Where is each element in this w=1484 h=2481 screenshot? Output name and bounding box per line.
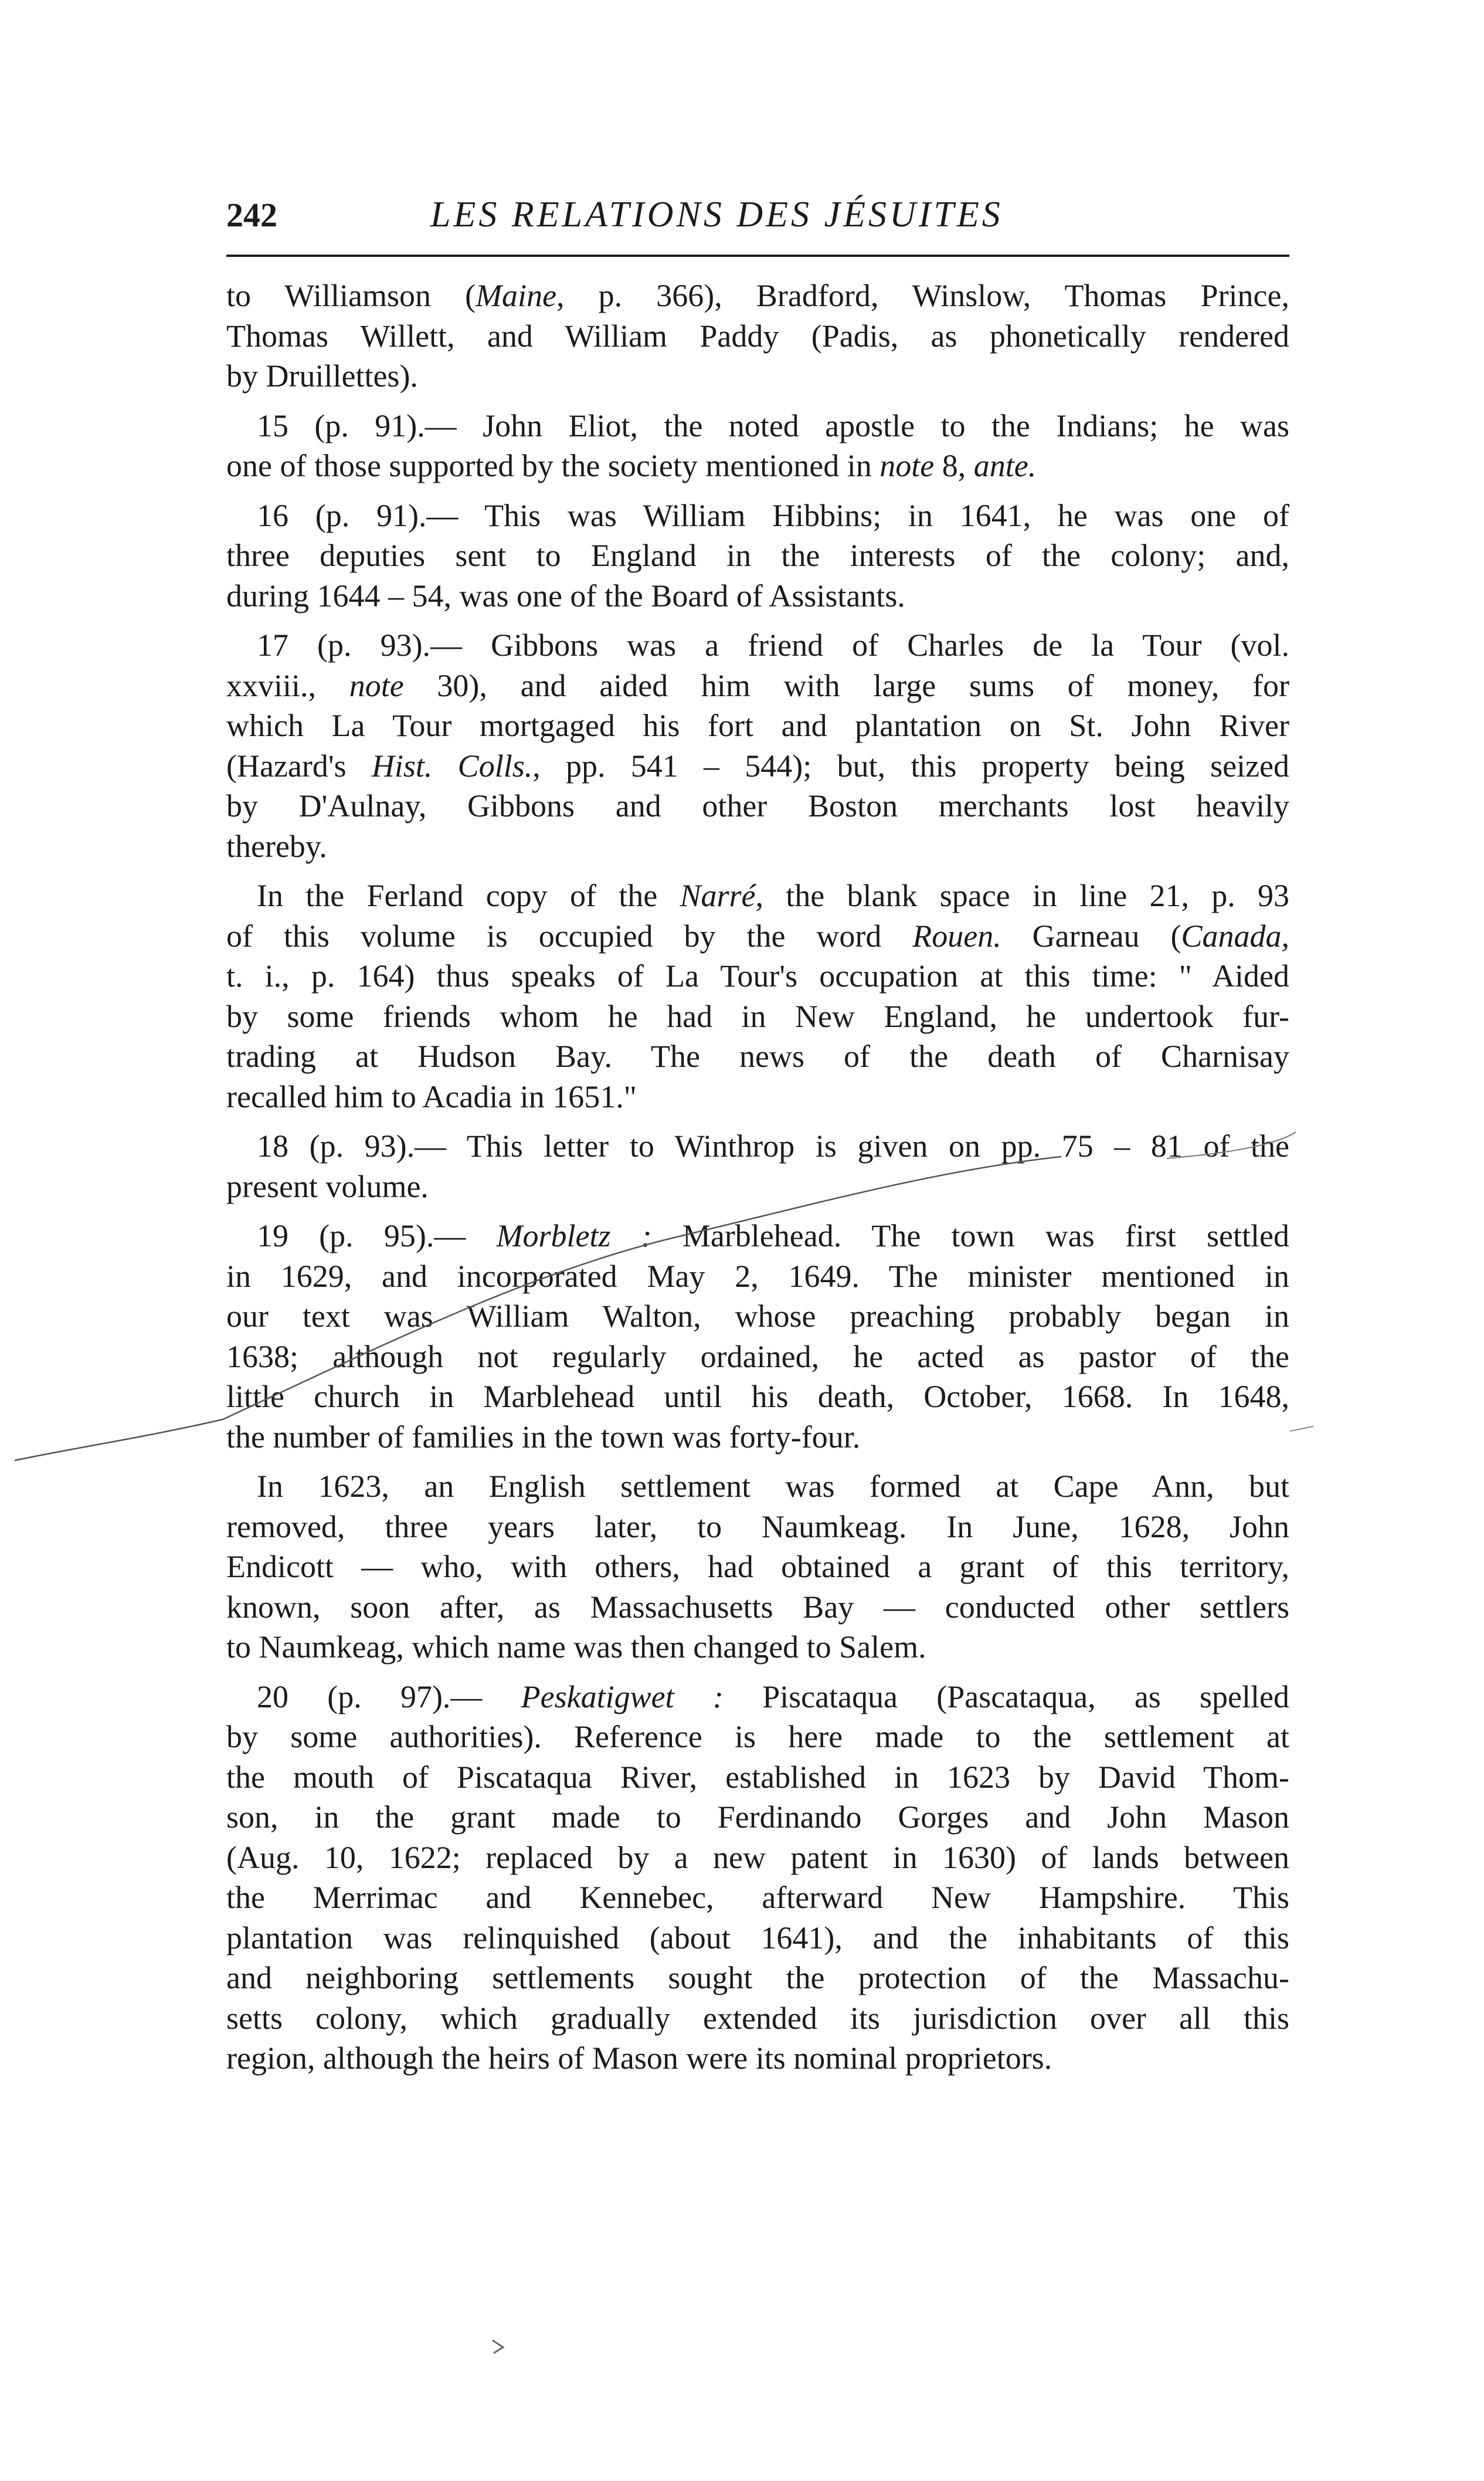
italic-segment: Narré <box>680 878 756 913</box>
text-line <box>226 446 1289 486</box>
text-line <box>226 916 1289 957</box>
text-segment: plantation was relinquished (about 1641), and the inhabitants of this <box>226 1920 1289 1955</box>
text-segment: by some authorities). Reference is here made to the settlement at <box>226 1719 1289 1754</box>
text-line <box>226 997 1289 1037</box>
text-segment: by some friends whom he had in New England, he undertook fur- <box>226 998 1289 1034</box>
text-line <box>226 1126 1289 1167</box>
text-segment: , pp. 541 – 544); but, this property being seized <box>532 748 1289 784</box>
text-segment: xxviii., <box>226 667 349 703</box>
text-line <box>226 1998 1289 2039</box>
note-paragraph <box>226 406 1289 486</box>
text-line <box>226 1216 1289 1256</box>
text-line <box>226 956 1289 997</box>
text-segment: the mouth of Piscataqua River, established in 1623 by David Thom- <box>226 1759 1289 1795</box>
text-segment: thereby. <box>226 828 327 864</box>
text-line <box>226 625 1289 666</box>
text-segment: 17 (p. 93).— Gibbons was a friend of Charles de la Tour (vol. <box>257 628 1289 663</box>
text-line <box>226 316 1289 357</box>
text-line <box>226 535 1289 576</box>
italic-segment: note <box>349 667 404 703</box>
italic-segment: Rouen. <box>912 918 1001 954</box>
text-line <box>226 406 1289 446</box>
note-paragraph <box>226 1216 1289 1457</box>
note-paragraph <box>226 876 1289 1117</box>
text-line <box>226 1677 1289 1717</box>
text-segment: 15 (p. 91).— John Eliot, the noted apostle to the Indians; he was <box>257 408 1289 443</box>
italic-segment: Morbletz : <box>496 1218 652 1253</box>
text-segment: 30), and aided him with large sums of money, for <box>403 667 1289 703</box>
text-segment: region, although the heirs of Mason were its nominal proprietors. <box>226 2041 1052 2076</box>
text-segment: our text was William Walton, whose preaching probably began in <box>226 1299 1289 1334</box>
text-segment: 16 (p. 91).— This was William Hibbins; in 1641, he was one of <box>257 497 1289 533</box>
text-segment: son, in the grant made to Ferdinando Gorges and John Mason <box>226 1799 1289 1835</box>
text-line <box>226 826 1289 867</box>
text-line <box>226 1918 1289 1958</box>
text-segment: and neighboring settlements sought the protection of the Massachu- <box>226 1960 1289 1995</box>
text-segment: in 1629, and incorporated May 2, 1649. The minister mentioned in <box>226 1258 1289 1294</box>
text-segment: setts colony, which gradually extended its jurisdiction over all this <box>226 2000 1289 2036</box>
text-segment: t. i., p. 164) thus speaks of La Tour's occupation at this time: " Aided <box>226 958 1289 994</box>
italic-segment: Canada, <box>1181 918 1289 954</box>
text-line <box>226 1627 1289 1667</box>
page-number: 242 <box>226 196 277 234</box>
text-line <box>226 1797 1289 1838</box>
text-line <box>226 1466 1289 1507</box>
text-segment: trading at Hudson Bay. The news of the death of Charnisay <box>226 1039 1289 1074</box>
text-segment: the number of families in the town was forty-four. <box>226 1419 861 1455</box>
text-segment: 19 (p. 95).— <box>257 1218 497 1253</box>
text-line <box>226 496 1289 536</box>
text-line <box>226 2038 1289 2079</box>
text-segment: the Merrimac and Kennebec, afterward New Hampshire. This <box>226 1880 1289 1915</box>
text-line <box>226 576 1289 616</box>
italic-segment: Hist. Colls. <box>371 748 533 784</box>
text-line <box>226 706 1289 746</box>
text-line <box>226 1877 1289 1918</box>
text-segment: removed, three years later, to Naumkeag. In June, 1628, John <box>226 1509 1289 1544</box>
text-segment: by Druillettes). <box>226 358 418 394</box>
text-segment: Thomas Willett, and William Paddy (Padis, as phonetically rendered <box>226 318 1289 354</box>
text-segment: Marblehead. The town was first settled <box>651 1218 1289 1253</box>
text-segment: Piscataqua (Pascataqua, as spelled <box>723 1679 1289 1714</box>
text-line <box>226 1377 1289 1417</box>
text-segment: which La Tour mortgaged his fort and plantation on St. John River <box>226 708 1289 743</box>
text-line <box>226 1256 1289 1297</box>
text-segment: one of those supported by the society mentioned in <box>226 448 880 483</box>
text-line <box>226 1417 1289 1458</box>
text-line <box>226 1838 1289 1878</box>
note-paragraph <box>226 1466 1289 1667</box>
text-segment: 8, <box>934 448 974 483</box>
text-segment: Garneau ( <box>1001 918 1181 954</box>
text-line <box>226 1757 1289 1798</box>
text-segment: recalled him to Acadia in 1651." <box>226 1079 637 1114</box>
note-paragraph <box>226 1126 1289 1206</box>
text-segment: 20 (p. 97).— <box>257 1679 521 1714</box>
text-line <box>226 1587 1289 1628</box>
text-line <box>226 1036 1289 1077</box>
text-segment: to Naumkeag, which name was then changed to Salem. <box>226 1629 926 1665</box>
italic-segment: note <box>879 448 935 483</box>
text-segment: 18 (p. 93).— This letter to Winthrop is given on pp. 75 – 81 of the <box>257 1128 1289 1164</box>
text-line <box>226 1958 1289 1998</box>
text-line <box>226 746 1289 787</box>
text-line <box>226 1507 1289 1547</box>
text-segment: 1638; although not regularly ordained, he acted as pastor of the <box>226 1338 1289 1374</box>
text-segment: (Hazard's <box>226 748 372 784</box>
header-rule <box>226 255 1289 257</box>
note-paragraph <box>226 625 1289 866</box>
text-segment: , the blank space in line 21, p. 93 <box>755 878 1289 913</box>
note-paragraph <box>226 1677 1289 2079</box>
text-segment: In 1623, an English settlement was formed at Cape Ann, but <box>257 1469 1289 1504</box>
text-line <box>226 356 1289 396</box>
text-segment: Endicott — who, with others, had obtained a grant of this territory, <box>226 1549 1289 1584</box>
italic-segment: Maine <box>476 278 557 313</box>
text-segment: during 1644 – 54, was one of the Board of Assistants. <box>226 578 905 614</box>
page-header <box>226 195 1289 248</box>
notes-body <box>226 276 1289 2079</box>
text-line <box>226 1717 1289 1757</box>
text-line <box>226 1077 1289 1117</box>
text-segment: by D'Aulnay, Gibbons and other Boston merchants lost heavily <box>226 788 1289 823</box>
text-segment: of this volume is occupied by the word <box>226 918 913 954</box>
text-line <box>226 1337 1289 1377</box>
running-head: LES RELATIONS DES JÉSUITES <box>430 195 1003 235</box>
note-paragraph <box>226 496 1289 616</box>
text-segment: In the Ferland copy of the <box>257 878 680 913</box>
note-paragraph <box>226 276 1289 396</box>
text-segment: (Aug. 10, 1622; replaced by a new patent in 1630) of lands between <box>226 1839 1289 1875</box>
text-line <box>226 1296 1289 1337</box>
text-segment: present volume. <box>226 1168 429 1204</box>
text-line <box>226 1547 1289 1587</box>
italic-segment: ante. <box>973 448 1037 483</box>
text-segment: little church in Marblehead until his death, October, 1668. In 1648, <box>226 1379 1289 1414</box>
text-segment: three deputies sent to England in the interests of the colony; and, <box>226 538 1289 573</box>
text-line <box>226 786 1289 826</box>
text-segment: to Williamson ( <box>226 278 476 313</box>
text-segment: known, soon after, as Massachusetts Bay — conducted other settlers <box>226 1589 1289 1625</box>
text-segment: , p. 366), Bradford, Winslow, Thomas Prince, <box>556 278 1289 313</box>
text-line <box>226 1167 1289 1207</box>
italic-segment: Peskatigwet : <box>521 1679 724 1714</box>
text-line <box>226 666 1289 706</box>
text-line <box>226 276 1289 316</box>
text-line <box>226 876 1289 916</box>
